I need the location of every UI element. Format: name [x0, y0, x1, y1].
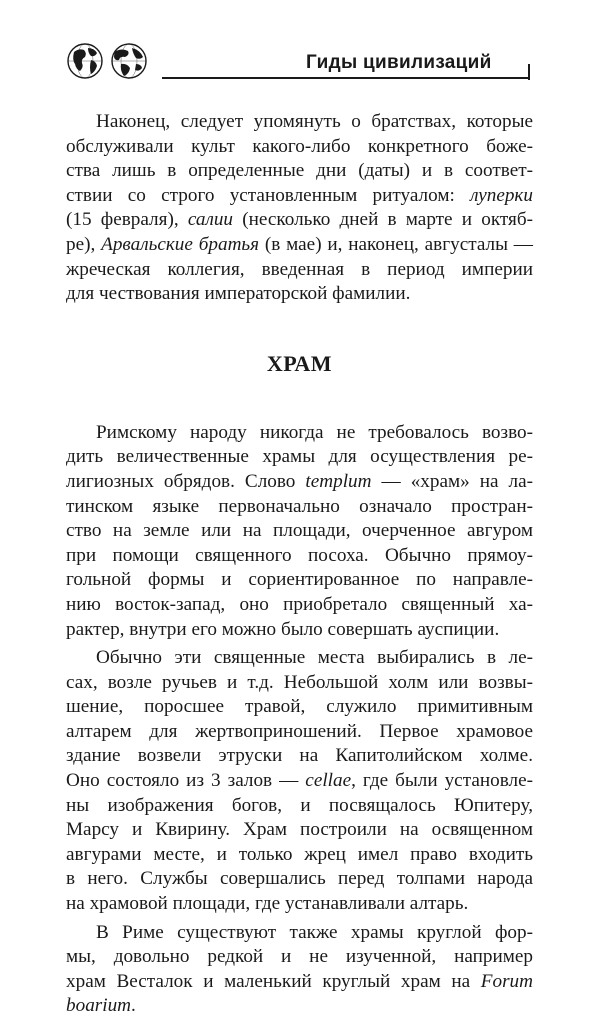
text-line: шение, поросшее травой, служило примитивным: [66, 696, 533, 718]
text-line: обслуживали культ какого-либо конкретного боже-: [66, 135, 533, 157]
header-title: Гиды цивилизаций: [306, 52, 492, 73]
text-line: при помощи священного посоха. Обычно прямоу-: [66, 544, 533, 566]
text-line: гольной формы и сориентированное по направле-: [66, 569, 533, 591]
text-line: мы, довольно редкой и не изученной, например: [66, 946, 533, 968]
header-rule: [162, 77, 528, 79]
paragraph-round-temples: [66, 921, 533, 1019]
text-line: Марсу и Квирину. Храм построили на освященном: [66, 819, 533, 841]
header-rule-tick: [528, 64, 530, 80]
text-line: жреческая коллегия, введенная в период империи: [66, 258, 533, 280]
running-header: [66, 30, 536, 84]
text-line: В Риме существуют также храмы круглой фор-: [96, 921, 533, 943]
text-line: (15 февраля), салии (несколько дней в марте и октяб-: [66, 209, 533, 231]
text-line: тинском языке первоначально означало простран-: [66, 495, 533, 517]
text-line: Римскому народу никогда не требовалось возво-: [96, 421, 533, 443]
text-line: ствии со строго установленным ритуалом: луперки: [66, 184, 533, 206]
page-body: [66, 110, 533, 1019]
text-line: дить величественные храмы для осуществления ре-: [66, 446, 533, 468]
text-line: на храмовой площади, где устанавливали алтарь.: [66, 893, 469, 915]
text-line: авгурами месте, и только жрец имел право входить: [66, 843, 533, 865]
text-line: в него. Службы совершались перед толпами народа: [66, 868, 533, 890]
text-line: сах, возле ручьев и т.д. Небольшой холм или возвы-: [66, 671, 533, 693]
text-line: ре), Арвальские братья (в мае) и, наконец, августалы —: [66, 233, 533, 255]
text-line: для чествования императорской фамилии.: [66, 283, 411, 305]
section-title: ХРАМ: [266, 350, 333, 376]
text-line: Оно состояло из 3 залов — cellae, где были установле-: [66, 770, 533, 792]
globes-logo-icon: [66, 42, 150, 80]
text-line: рактер, внутри его можно было совершать ауспиции.: [66, 618, 500, 640]
text-line: ство на земле или на площади, очерченное авгуром: [66, 520, 533, 542]
text-line: храм Весталок и маленький круглый храм на Forum: [66, 970, 533, 992]
text-line: ства лишь в определенные дни (даты) и в соответ-: [66, 160, 533, 182]
text-line: алтарем для жертвоприношений. Первое храмовое: [66, 720, 533, 742]
text-line: Обычно эти священные места выбирались в ле-: [96, 647, 533, 669]
text-line: Наконец, следует упомянуть о братствах, которые: [96, 111, 533, 132]
paragraph-sacred-places: [66, 646, 533, 917]
paragraph-temple-intro: [66, 421, 533, 642]
paragraph-brotherhoods: [66, 110, 533, 307]
text-line: здание возвели этруски на Капитолийском холме.: [66, 745, 533, 767]
text-line: ны изображения богов, и посвящалось Юпитеру,: [66, 794, 533, 816]
text-line: нию восток-запад, оно приобретало священный ха-: [66, 593, 533, 615]
text-line: boarium.: [66, 995, 136, 1017]
text-line: лигиозных обрядов. Слово templum — «храм» на ла-: [66, 470, 533, 492]
